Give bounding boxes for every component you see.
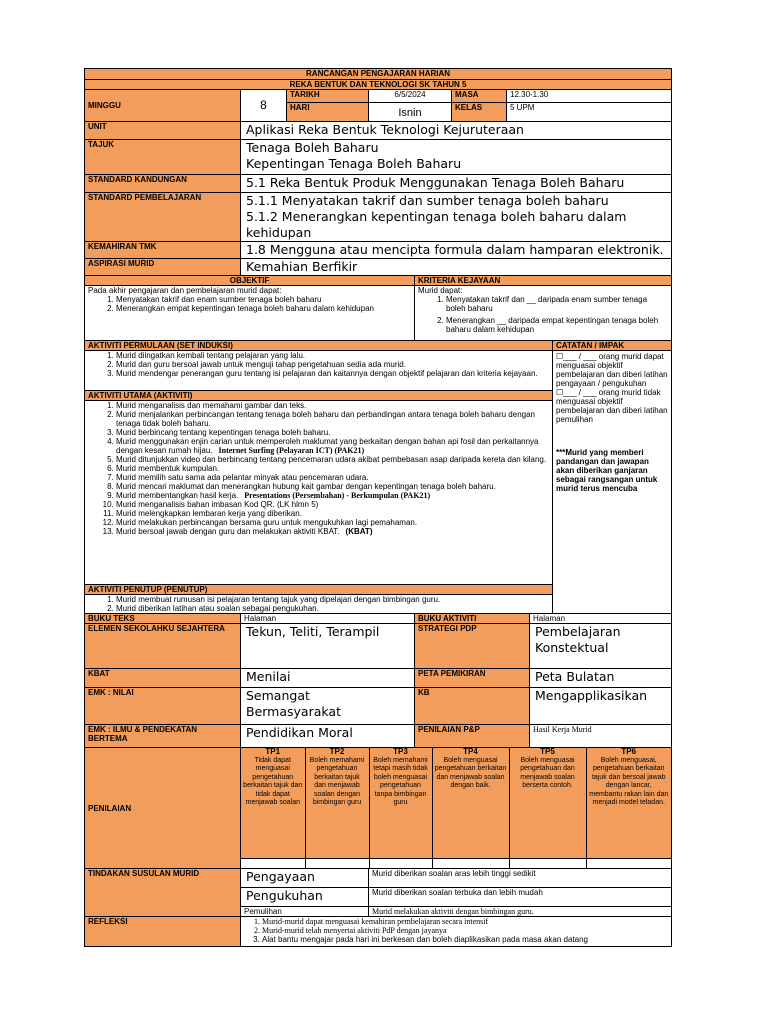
kelas-value: 5 UPM [507, 103, 672, 122]
emk-nilai-value [241, 688, 415, 725]
penilaian-pp-label: PENILAIAN P&P [415, 725, 530, 748]
utama-item-text: Murid mencari maklumat dan menerangkan hubung kait gambar dengan kepentingan tenaga boleh baharu. [116, 482, 496, 491]
utama-item-text: Murid bersoal jawab dengan guru dan melakukan aktiviti KBAT. [116, 527, 340, 536]
buku-teks-label: BUKU TEKS [85, 614, 241, 624]
tp4-cell [432, 748, 509, 858]
objektif-intro: Pada akhir pengajaran dan pembelajaran murid dapat: [88, 286, 282, 295]
kbat-value: Menilai [241, 669, 415, 688]
objektif-content [85, 286, 415, 341]
utama-item-text: Murid menggunakan enjin carian untuk memperoleh maklumat yang berkaitan dengan bahan api fosil dan perkaitannya dengan kesan rumah hijau. [116, 437, 539, 455]
tmk-value: 1.8 Mengguna atau mencipta formula dalam hamparan elektronik. [241, 242, 672, 259]
tp4-text: Boleh menguasai pengetahuan berkaitan dan menjawab soalan dengan baik. [434, 756, 507, 789]
catatan-p1: ☐___ / ___ orang murid dapat menguasai objektif pembelajaran dan diberi latihan pengayaan / pengukuhan [556, 352, 668, 388]
strategi-line: Pembelajaran [535, 624, 621, 639]
kriteria-intro: Murid dapat: [418, 286, 463, 295]
tp5-cell [509, 748, 586, 858]
kb-label: KB [415, 688, 530, 725]
utama-item [116, 437, 549, 455]
sk-label: STANDARD KANDUNGAN [85, 175, 241, 193]
tp2-text: Boleh memahami pengetahuan berkaitan tajuk dan menjawab soalan dengan bimbingan guru [309, 756, 365, 806]
tp5-heading: TP5 [540, 748, 555, 756]
refleksi-label: REFLEKSI [85, 917, 241, 947]
tarikh-label: TARIKH [287, 90, 369, 103]
utama-item [116, 401, 549, 410]
kriteria-item: 1. Menyatakan takrif dan __ daripada enam sumber tenaga boleh baharu [446, 295, 668, 313]
emk-nilai-line: Semangat [246, 688, 310, 703]
tp1-cell [241, 748, 305, 858]
tp3-cell [369, 748, 432, 858]
utama-item [116, 518, 549, 527]
plan-title: RANCANGAN PENGAJARAN HARIAN [85, 69, 672, 80]
catatan-content [553, 351, 672, 614]
permulaan-item: 2. Murid dan guru bersoal jawab untuk menguji tahap pengetahuan sedia ada murid. [116, 360, 549, 369]
utama-item [116, 410, 549, 428]
peta-label: PETA PEMIKIRAN [415, 669, 530, 688]
tp6-cell [586, 748, 671, 858]
peta-value: Peta Bulatan [530, 669, 672, 688]
aspirasi-label: ASPIRASI MURID [85, 259, 241, 276]
objektif-item: 2. Menerangkan empat kepentingan tenaga boleh baharu dalam kehidupan [116, 304, 411, 313]
tindakan-label: TINDAKAN SUSULAN MURID [85, 869, 241, 917]
utama-item-tag: (KBAT) [345, 527, 373, 536]
kriteria-content [415, 286, 672, 341]
strategi-value [530, 624, 672, 669]
tp1-text: Tidak dapat menguasai pengetahuan berkaitan tajuk dan tidak dapat menjawab soalan [243, 756, 303, 806]
elemen-label: ELEMEN SEKOLAHKU SEJAHTERA [85, 624, 241, 669]
sp-value [241, 193, 672, 242]
utama-item [116, 491, 549, 500]
sp-line: 5.1.2 Menerangkan kepentingan tenaga boleh baharu dalam kehidupan [246, 209, 627, 240]
tindakan-value: Murid melakukan aktiviti dengan bimbingan guru. [369, 907, 672, 917]
utama-item [116, 500, 549, 509]
buku-teks-value: Halaman [241, 614, 415, 624]
utama-item [116, 428, 549, 437]
emk-ilmu-value: Pendidikan Moral [241, 725, 415, 748]
plan-subtitle: REKA BENTUK DAN TEKNOLOGI SK TAHUN 5 [85, 80, 672, 90]
tp2-cell [305, 748, 369, 858]
buku-aktiviti-value: Halaman [530, 614, 672, 624]
utama-item [116, 482, 549, 491]
refleksi-item: 1. Murid-murid dapat menguasai kemahiran pembelajaran secara intensif [262, 917, 668, 926]
refleksi-item: 3. Alat bantu mengajar pada hari ini berkesan dan boleh diaplikasikan pada masa akan datang [262, 935, 668, 944]
tp6-text: Boleh menguasai, pengetahuan berkaitan tajuk dan bersoal jawab dengan lancar, membantu rakan lain dan menjadi model teladan. [589, 756, 669, 806]
masa-value: 12.30-1.30 [507, 90, 672, 103]
hari-label: HARI [287, 103, 369, 122]
tp2-heading: TP2 [329, 748, 345, 756]
tajuk-label: TAJUK [85, 140, 241, 175]
tp3-heading: TP3 [393, 748, 408, 756]
catatan-label: CATATAN / IMPAK [553, 341, 672, 351]
utama-item-text: Murid memilih satu sama ada pelantar minyak atau pencemaran udara. [116, 473, 369, 482]
penilaian-pp-value: Hasil Kerja Murid [530, 725, 672, 748]
utama-item [116, 473, 549, 482]
tmk-label: KEMAHIRAN TMK [85, 242, 241, 259]
unit-value: Aplikasi Reka Bentuk Teknologi Kejuruteraan [241, 122, 672, 140]
tindakan-value: Murid diberikan soalan aras lebih tinggi sedikit [369, 869, 672, 888]
tp-blank [586, 858, 671, 868]
catatan-p2: ☐___ / ___ orang murid tidak menguasai objektif pembelajaran dan diberi latihan pemulihan [556, 388, 668, 424]
kb-value: Mengapplikasikan [530, 688, 672, 725]
penutup-item: 1. Murid membuat rumusan isi pelajaran tentang tajuk yang dipelajari dengan bimbingan guru. [116, 595, 549, 604]
permulaan-item: 1. Murid diingatkan kembali tentang pelajaran yang lalu. [116, 351, 549, 360]
penutup-item: 2. Murid diberikan latihan atau soalan sebagai pengukuhan. [116, 604, 549, 613]
utama-item-text: Murid melengkapkan lembaran kerja yang diberikan. [116, 509, 302, 518]
catatan-p3: ***Murid yang memberi pandangan dan jawapan akan diberikan ganjaran sebagai rangsangan untuk murid terus mencuba [556, 448, 658, 493]
permulaan-content [85, 351, 553, 391]
strategi-label: STRATEGI PDP [415, 624, 530, 669]
utama-item-tag: Internet Surfing (Pelayaran ICT) (PAK21) [218, 446, 365, 455]
utama-item-tag: Presentations (Persembahan) - Berkumpulan (PAK21) [244, 491, 431, 500]
tindakan-key: Pemulihan [241, 907, 369, 917]
emk-nilai-line: Bermasyarakat [246, 704, 341, 719]
utama-item-text: Murid melakukan perbincangan bersama guru untuk mengukuhkan lagi pemahaman. [116, 518, 418, 527]
tajuk-line: Kepentingan Tenaga Boleh Baharu [246, 156, 462, 171]
sk-value: 5.1 Reka Bentuk Produk Menggunakan Tenaga Boleh Baharu [241, 175, 672, 193]
utama-item-text: Murid menganalisis bahan imbasan Kod QR. (LK hlmn 5) [116, 500, 319, 509]
utama-item [116, 509, 549, 518]
tp3-text: Boleh memahami tetapi masih tidak boleh menguasai pengetahuan tanpa bimbingan guru [373, 756, 428, 806]
tindakan-key: Pengayaan [241, 869, 369, 888]
minggu-label: MINGGU [85, 90, 241, 122]
buku-aktiviti-label: BUKU AKTIVITI [415, 614, 530, 624]
refleksi-content [241, 917, 672, 947]
tajuk-line: Tenaga Boleh Baharu [246, 140, 379, 155]
aspirasi-value: Kemahian Berfikir [241, 259, 672, 276]
penilaian-grid [241, 748, 672, 869]
tp-blank [432, 858, 509, 868]
utama-item-text: Murid menjalankan perbincangan tentang tenaga boleh baharu dan perbandingan antara tenaga boleh baharu dengan tenaga tidak boleh baharu. [116, 410, 536, 428]
tp4-heading: TP4 [463, 748, 478, 756]
objektif-item: 1. Menyatakan takrif dan enam sumber tenaga boleh baharu [116, 295, 411, 304]
utama-item [116, 455, 549, 464]
utama-item-text: Murid menganalisis dan memahami gambar dan teks. [116, 401, 307, 410]
minggu-value: 8 [241, 90, 287, 122]
emk-nilai-label: EMK : NILAI [85, 688, 241, 725]
tp6-heading: TP6 [621, 748, 637, 756]
tp-blank [305, 858, 369, 868]
penilaian-label: PENILAIAN [85, 748, 241, 869]
tindakan-value: Murid diberikan soalan terbuka dan lebih mudah [369, 888, 672, 907]
kbat-label: KBAT [85, 669, 241, 688]
elemen-value: Tekun, Teliti, Terampil [241, 624, 415, 669]
objektif-label: OBJEKTIF [85, 276, 415, 286]
penutup-content [85, 595, 553, 614]
tajuk-value [241, 140, 672, 175]
tp-blank [509, 858, 586, 868]
utama-item-text: Murid membentangkan hasil kerja. [116, 491, 239, 500]
utama-item-text: Murid berbincang tentang kepentingan tenaga boleh baharu. [116, 428, 331, 437]
kriteria-label: KRITERIA KEJAYAAN [415, 276, 672, 286]
emk-ilmu-label: EMK : ILMU & PENDEKATAN BERTEMA [85, 725, 241, 748]
tp-table [241, 748, 671, 868]
utama-item-text: Murid membentuk kumpulan. [116, 464, 220, 473]
utama-label: AKTIVITI UTAMA (AKTIVITI) [85, 391, 553, 401]
kelas-label: KELAS [452, 103, 507, 122]
sp-line: 5.1.1 Menyatakan takrif dan sumber tenaga boleh baharu [246, 193, 609, 208]
refleksi-item: 2. Murid-murid telah menyertai aktiviti PdP dengan jayanya [262, 926, 668, 935]
utama-item-text: Murid ditunjukkan video dan berbincang tentang pencemaran udara akibat pembebasan asap daripada kereta dan kilang. [116, 455, 547, 464]
tp5-text: Boleh menguasai pengetahuan dan menjawab soalan berserta contoh. [520, 756, 575, 789]
masa-label: MASA [452, 90, 507, 103]
kriteria-item: 2. Menerangkan __ daripada empat kepentingan tenaga boleh baharu dalam kehidupan [446, 316, 668, 334]
tp-blank [241, 858, 305, 868]
permulaan-label: AKTIVITI PERMULAAN (SET INDUKSI) [85, 341, 553, 351]
tindakan-key: Pengukuhan [241, 888, 369, 907]
sp-label: STANDARD PEMBELAJARAN [85, 193, 241, 242]
hari-value: Isnin [369, 103, 452, 122]
permulaan-item: 3. Murid mendengar penerangan guru tentang isi pelajaran dan kaitannya dengan objektif pelajaran dan kriteria kejayaan. [116, 369, 549, 378]
tp-blank [369, 858, 432, 868]
tp1-heading: TP1 [265, 748, 281, 756]
utama-item [116, 464, 549, 473]
utama-content [85, 401, 553, 585]
utama-list [88, 401, 549, 536]
strategi-line: Konstektual [535, 640, 609, 655]
penutup-label: AKTIVITI PENUTUP (PENUTUP) [85, 585, 553, 595]
tarikh-value: 6/5/2024 [369, 90, 452, 103]
lesson-plan-table [84, 68, 672, 947]
utama-item [116, 527, 549, 536]
unit-label: UNIT [85, 122, 241, 140]
lesson-plan-page [84, 68, 671, 947]
